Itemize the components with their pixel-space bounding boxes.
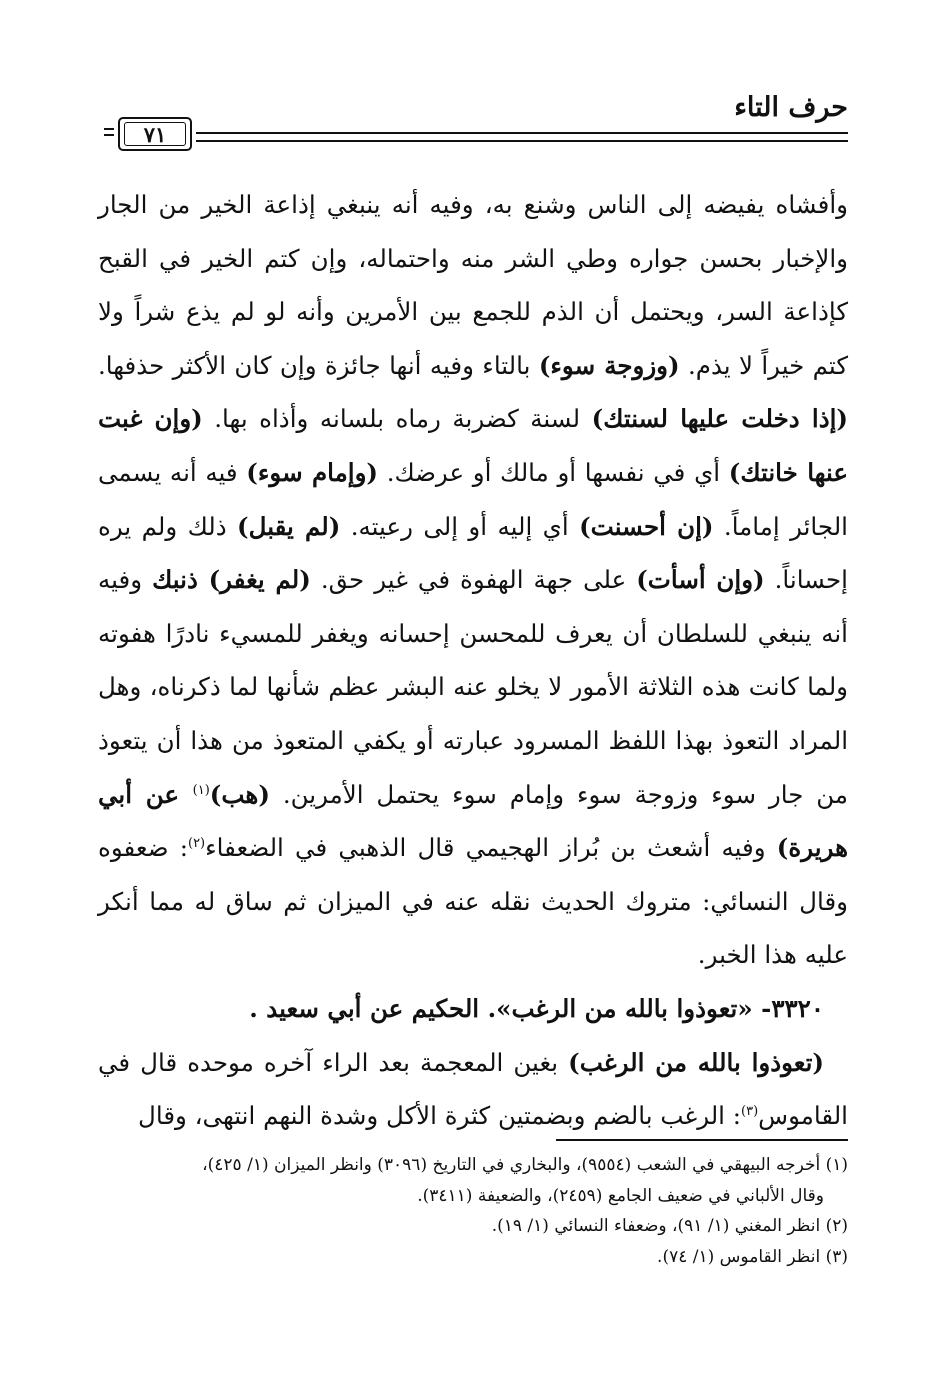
quoted-hadith-phrase: (تعوذوا بالله من الرغب) [568,1047,825,1077]
text-run: على جهة الهفوة في غير حق. [310,565,637,595]
page-number-frame [118,117,192,151]
text-run: أي في نفسها أو مالك أو عرضك. [378,457,729,487]
quoted-hadith-phrase: (وإن أسأت) [636,565,765,595]
commentary-paragraph [98,178,848,982]
quoted-hadith-phrase: (إذا دخلت عليها لسنتك) [591,404,849,434]
footnote-ref-2[interactable]: (٢) [187,835,206,851]
footnote-ref-1[interactable]: (١) [192,782,210,798]
narrator-name: عن أبي هريرة) [98,779,848,863]
quoted-hadith-phrase: ذنبك [152,565,209,595]
text-run: ذلك ولم يره إحساناً. [98,511,848,595]
text-run: : الرغب بالضم وبضمتين كثرة الأكل وشدة النهم انتهى، وقال [138,1101,742,1131]
quoted-hadith-phrase: (وإمام سوء) [246,457,379,487]
footnote-1-continuation: وقال الألباني في ضعيف الجامع (٢٤٥٩)، والضعيفة (٣٤١١). [417,1185,824,1206]
footnote-ref-3[interactable]: (٣) [741,1103,759,1119]
text-run: وفيه أنه ينبغي للسلطان أن يعرف للمحسن إحسانه ويغفر للمسيء نادرًا هفوته ولما كانت هذه الثلاثة الأمور لا يخلو عنه البشر عظم شأنها لما ذكرناه، وهل المراد التعوذ بهذا اللفظ المسرود عبارته أو يكفي المتعوذ من هذا أن يتعوذ من جار سوء وزوجة سوء وإمام سوء يحتمل الأمرين. [98,565,849,809]
footnotes [88,1150,848,1272]
text-run: : ضعفوه وقال النسائي: متروك الحديث نقله عنه في الميزان ثم ساق له مما أنكر عليه هذا الخبر. [98,833,848,970]
text-run: وفيه أشعث بن بُراز الهجيمي قال الذهبي في الضعفاء [205,833,777,863]
hadith-entry-heading [98,982,848,1036]
source-abbreviation: (هب) [209,779,270,809]
footnote-1: (١) أخرجه البيهقي في الشعب (٩٥٥٤)، والبخاري في التاريخ (٣٠٩٦) وانظر الميزان (١/ ٤٢٥)، [202,1155,848,1175]
text-run: بغين المعجمة بعد الراء آخره موحده قال في القاموس [98,1047,848,1131]
quoted-hadith-phrase: (لم يغفر) [208,565,311,595]
running-header-title: حرف التاء [734,92,848,123]
quoted-hadith-phrase: (وإن غبت عنها خانتك) [98,404,848,487]
page-number: ٧١ [124,122,186,146]
quoted-hadith-phrase: (إن أحسنت) [579,511,714,541]
commentary-paragraph [98,1036,848,1143]
hadith-entry-text: ٣٣٢٠- «تعوذوا بالله من الرغب». الحكيم عن أبي سعيد . [249,993,824,1023]
header-rule-end-mark [104,128,114,136]
footnote-2: (٢) انظر المغني (١/ ٩١)، وضعفاء النسائي (١/ ١٩). [491,1216,848,1236]
text-run: وأفشاه يفيضه إلى الناس وشنع به، وفيه أنه ينبغي إذاعة الخير من الجار والإخبار بحسن جواره وطي الشر منه واحتماله، وإن كتم الخير في القبح كإذاعة السر، ويحتمل أن الذم للجمع بين الأمرين وأنه لو لم يذع شراً ولا كتم خيراً لا يذم. [98,190,848,380]
text-run: أي إليه أو إلى رعيته. [340,511,580,541]
text-run: بالتاء وفيه أنها جائزة وإن كان الأكثر حذفها. [98,350,539,380]
footnote-separator [556,1139,848,1141]
main-text [98,178,848,1143]
quoted-hadith-phrase: (وزوجة سوء) [538,350,680,380]
footnote-3: (٣) انظر القاموس (١/ ٧٤). [657,1246,848,1267]
text-run: فيه أنه يسمى الجائر إماماً. [98,457,848,541]
header-double-rule [196,132,848,142]
text-run: لسنة كضربة رماه بلسانه وأذاه بها. [202,404,592,434]
quoted-hadith-phrase: (لم يقبل) [237,511,341,541]
